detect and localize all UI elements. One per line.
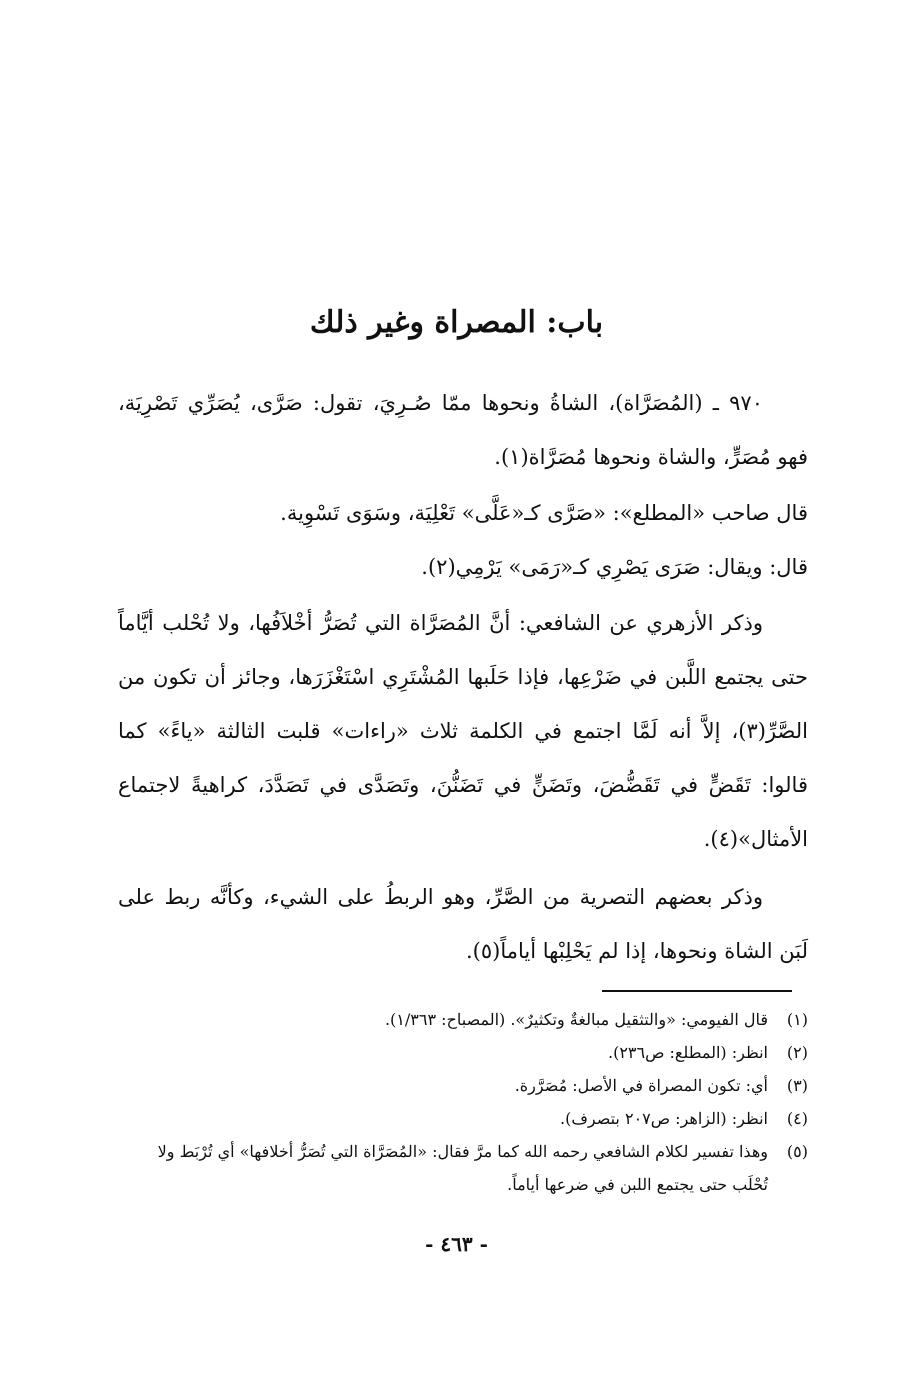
footnote-divider	[602, 990, 792, 992]
footnote-number: (٢)	[786, 1043, 808, 1062]
footnote-number: (١)	[786, 1010, 808, 1029]
footnote	[118, 1069, 808, 1102]
footnote	[118, 1102, 808, 1135]
footnote-text: انظر: (المطلع: ص٢٣٦).	[607, 1043, 768, 1062]
paragraph-970: ٩٧٠ ـ (المُصَرَّاة)، الشاةُ ونحوها ممّا صُـرِيَ، تقول: صَرَّى، يُصَرِّي تَصْرِيَة، فهو مُصَرٍّ، والشاة ونحوها مُصَرَّاة(١).	[118, 391, 808, 469]
footnote-number: (٥)	[786, 1142, 808, 1161]
chapter-title: باب: المصراة وغير ذلك	[309, 305, 604, 340]
footnote	[118, 1135, 808, 1201]
paragraph-tasriya: وذكر بعضهم التصرية من الصَّرِّ، وهو الربطُ على الشيء، وكأنَّه ربط على لَبَن الشاة ونحوها، إذا لم يَحْلِبْها أياماً(٥).	[118, 885, 808, 963]
footnote-number: (٣)	[786, 1076, 808, 1095]
footnote-text: وهذا تفسير لكلام الشافعي رحمه الله كما مرَّ فقال: «المُصَرَّاة التي تُصَرُّ أخلافها» أي تُرْبَط ولا تُحْلَب حتى يجتمع اللبن في ضرعها أياماً.	[157, 1142, 768, 1194]
page-number: - ٤٦٣ -	[425, 1232, 488, 1256]
footnote	[118, 1003, 808, 1036]
footnotes	[118, 1003, 808, 1201]
quote-line-2: قال: ويقال: صَرَى يَصْرِي كـ«رَمَى» يَرْمِي(٢).	[421, 555, 808, 579]
footnote-text: أي: تكون المصراة في الأصل: مُصَرَّرة.	[514, 1076, 768, 1095]
paragraph-mutli-quote	[118, 486, 853, 594]
footnote-text: انظر: (الزاهر: ص٢٠٧ بتصرف).	[559, 1109, 768, 1128]
footnote-text: قال الفيومي: «والتثقيل مبالغةٌ وتكثيرٌ». (المصباح: ١/٣٦٣).	[384, 1010, 768, 1029]
footnote-number: (٤)	[786, 1109, 808, 1128]
quote-line-1: قال صاحب «المطلع»: «صَرَّى كـ«عَلَّى» تَعْلِيَة، وسَوَى تَسْوِية.	[280, 501, 808, 525]
paragraph-azhari: وذكر الأزهري عن الشافعي: أنَّ المُصَرَّاة التي تُصَرُّ أخْلاَفُها، ولا تُحْلب أيَّاماً حتى يجتمع اللَّبن في ضَرْعِها، فإذا حَلَبها المُشْتَرِي اسْتَغْزَرَها، وجائز أن تكون من الصَّرِّ(٣)، إلاَّ أنه لَمَّا اجتمع في الكلمة ثلاث «راءات» قلبت الثالثة «ياءً» كما قالوا: تَقَضٍّ في تَقَضُّضَ، وتَضَنٍّ في تَضَنُّنَ، وتَصَدَّى في تَصَدَّدَ، كراهيةً لاجتماع الأمثال»(٤).	[118, 611, 808, 851]
footnote	[118, 1036, 808, 1069]
